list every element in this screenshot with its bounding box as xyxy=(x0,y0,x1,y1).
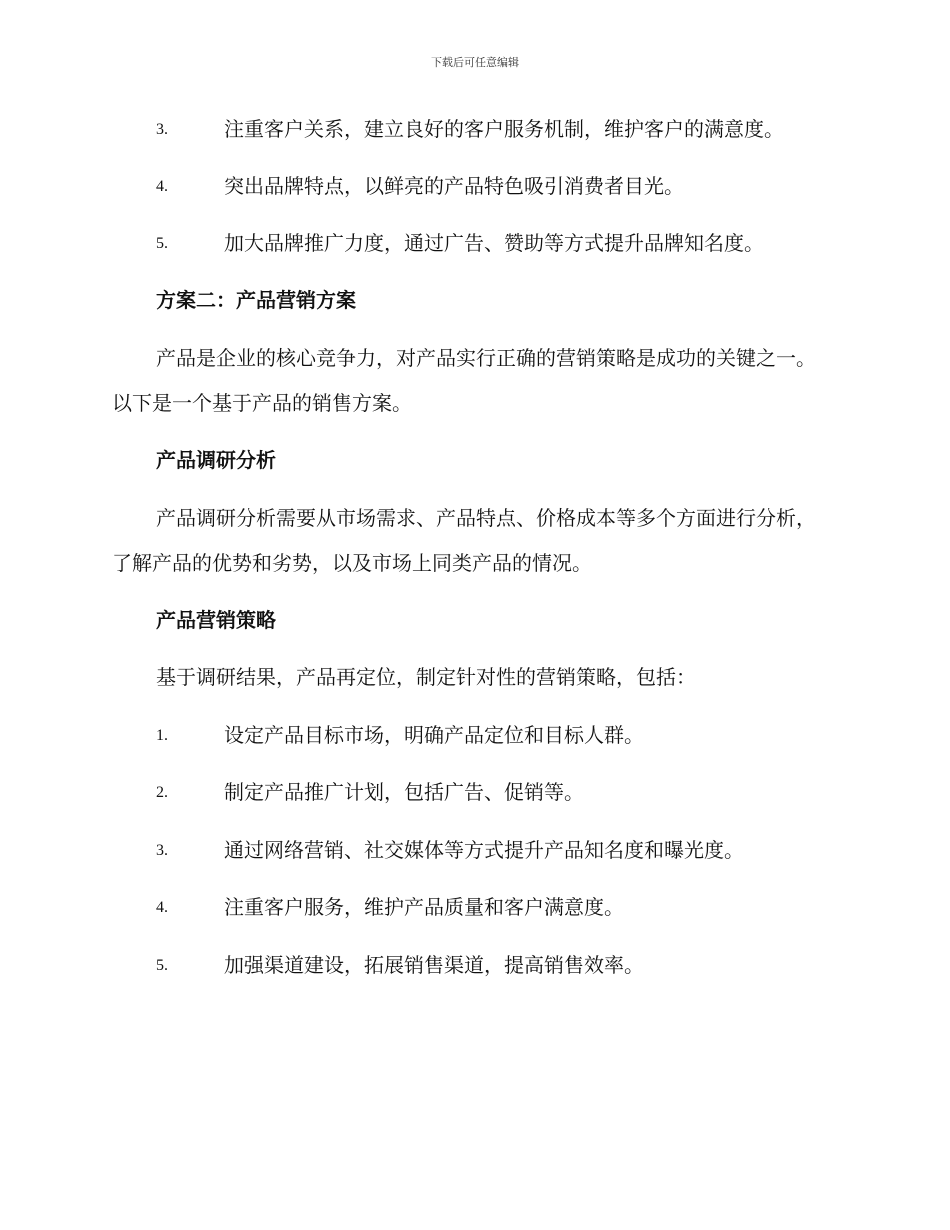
list-number: 2. xyxy=(156,784,168,801)
section-heading: 方案二：产品营销方案 xyxy=(156,288,356,312)
list-number: 3. xyxy=(156,842,168,859)
research-paragraph: 产品调研分析需要从市场需求、产品特点、价格成本等多个方面进行分析，了解产品的优势和劣势，以及市场上同类产品的情况。 xyxy=(112,506,816,575)
subsection-heading-research: 产品调研分析 xyxy=(156,448,276,472)
list-number: 3. xyxy=(156,121,168,138)
strategy-intro: 基于调研结果，产品再定位，制定针对性的营销策略，包括： xyxy=(156,665,696,689)
list-text: 加强渠道建设，拓展销售渠道，提高销售效率。 xyxy=(224,953,644,977)
list-text: 注重客户关系，建立良好的客户服务机制，维护客户的满意度。 xyxy=(224,117,784,141)
list-number: 5. xyxy=(156,957,168,974)
list-text: 加大品牌推广力度，通过广告、赞助等方式提升品牌知名度。 xyxy=(224,231,764,255)
list-text: 制定产品推广计划，包括广告、促销等。 xyxy=(224,780,584,804)
page-header: 下载后可任意编辑 xyxy=(431,56,519,69)
list-text: 设定产品目标市场，明确产品定位和目标人群。 xyxy=(224,723,644,747)
list-text: 注重客户服务，维护产品质量和客户满意度。 xyxy=(224,895,624,919)
list-text: 通过网络营销、社交媒体等方式提升产品知名度和曝光度。 xyxy=(224,838,744,862)
section-intro-paragraph: 产品是企业的核心竞争力，对产品实行正确的营销策略是成功的关键之一。以下是一个基于产品的销售方案。 xyxy=(112,346,816,415)
list-number: 1. xyxy=(156,727,168,744)
list-number: 4. xyxy=(156,899,168,916)
subsection-heading-strategy: 产品营销策略 xyxy=(156,608,276,632)
list-number: 5. xyxy=(156,235,168,252)
list-number: 4. xyxy=(156,178,168,195)
list-text: 突出品牌特点，以鲜亮的产品特色吸引消费者目光。 xyxy=(224,174,684,198)
